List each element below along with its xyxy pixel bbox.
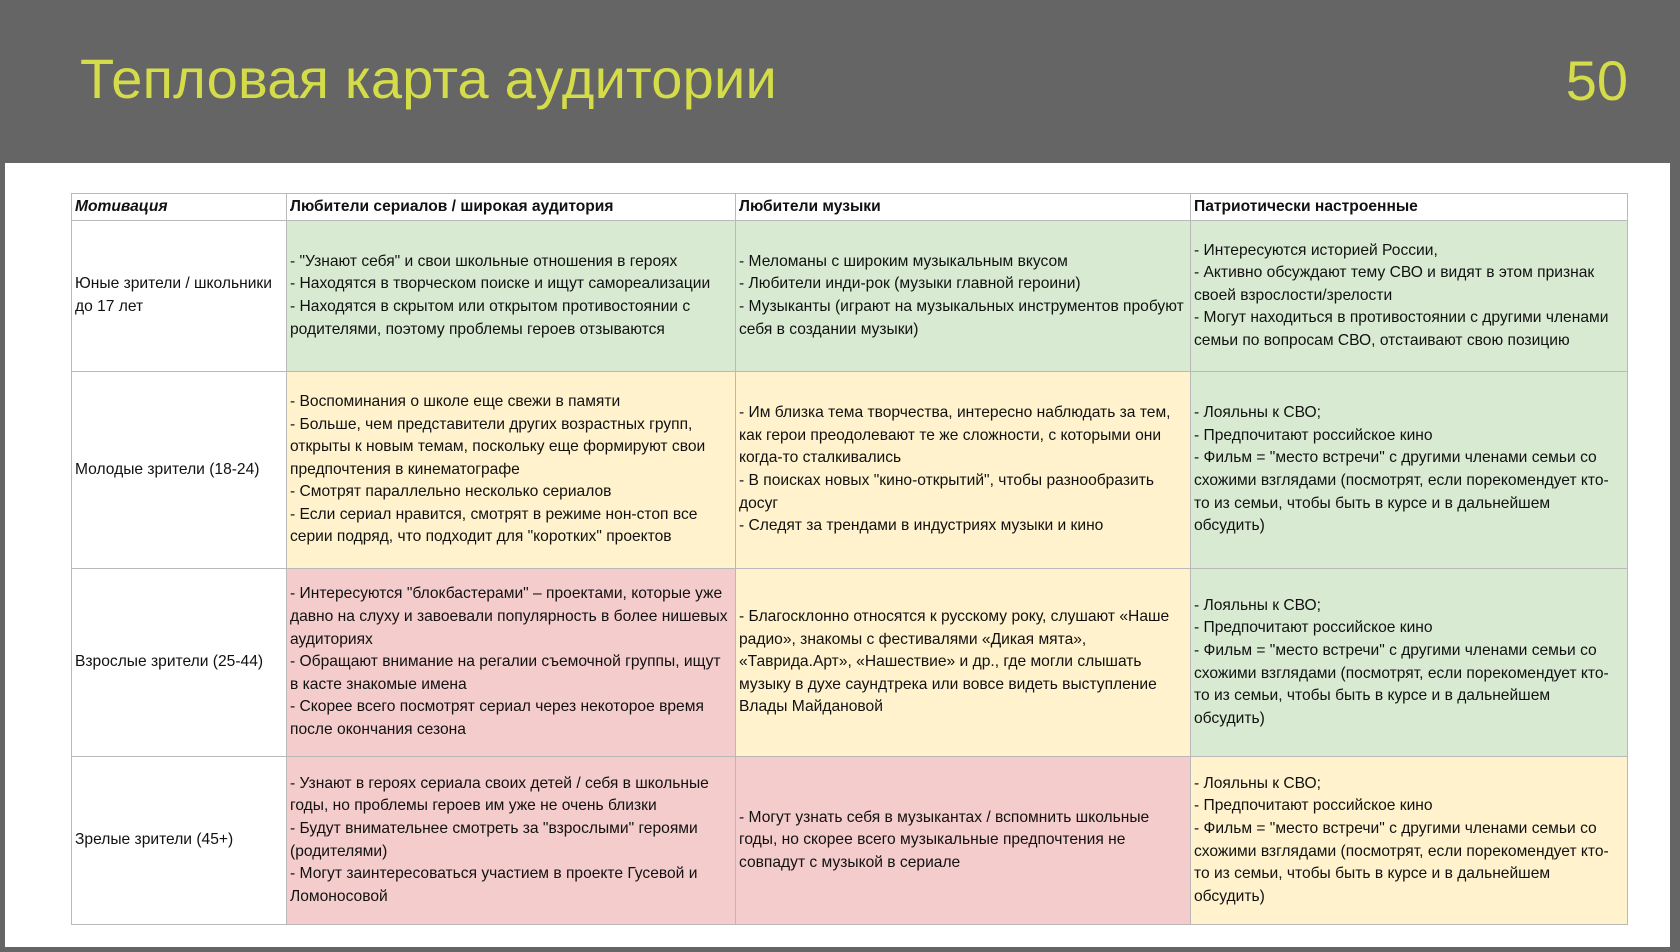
cell-line: - Лояльны к СВО;: [1194, 774, 1322, 792]
cell-line: - Благосклонно относятся к русскому року, слушают «Наше радио», знакомы с фестивалями «Дикая мята», «Таврида.Арт», «Нашествие» и др., где могли слышать музыку в духе саундтрека или вовсе видеть выступление Влады Майдановой: [739, 608, 1170, 716]
heatmap-cell-patriotic: [1191, 372, 1628, 569]
table-header-row: [72, 194, 1628, 221]
slide-header: [0, 0, 1680, 163]
header-patriotic: Патриотически настроенные: [1191, 194, 1628, 221]
heatmap-cell-music-fans: [736, 221, 1191, 372]
heatmap-cell-music-fans: [736, 372, 1191, 569]
row-label-audience: Зрелые зрители (45+): [72, 757, 287, 925]
heatmap-cell-patriotic: [1191, 221, 1628, 372]
cell-line: - Могут заинтересоваться участием в проекте Гусевой и Ломоносовой: [290, 865, 698, 905]
cell-line: - Находятся в творческом поиске и ищут самореализации: [290, 275, 711, 293]
heatmap-cell-music-fans: [736, 757, 1191, 925]
cell-line: - Им близка тема творчества, интересно наблюдать за тем, как герои преодолевают те же сложности, с которыми они когда-то сталкивались: [739, 404, 1171, 467]
cell-line: - Если сериал нравится, смотрят в режиме нон-стоп все серии подряд, что подходит для "коротких" проектов: [290, 505, 698, 546]
heatmap-cell-series-fans: [287, 569, 736, 757]
heatmap-cell-series-fans: [287, 221, 736, 372]
table-row: [72, 221, 1628, 372]
heatmap-cell-series-fans: [287, 372, 736, 569]
row-label-audience: Юные зрители / школьники до 17 лет: [72, 221, 287, 372]
cell-line: - В поисках новых "кино-открытий", чтобы разнообразить досуг: [739, 472, 1154, 512]
cell-line: - Воспоминания о школе еще свежи в памяти: [290, 392, 621, 410]
cell-line: - Предпочитают российское кино: [1194, 426, 1433, 444]
cell-line: - Будут внимательнее смотреть за "взрослыми" героями (родителями): [290, 819, 698, 860]
cell-line: - Фильм = "место встречи" с другими членами семьи со схожими взглядами (посмотрят, если порекомендует кто-то из семьи, чтобы быть в курсе и в дальнейшем обсудить): [1194, 819, 1609, 905]
table-row: [72, 569, 1628, 757]
cell-line: - "Узнают себя" и свои школьные отношения в героях: [290, 252, 678, 270]
table-row: [72, 757, 1628, 925]
cell-line: - Могут находиться в противостоянии с другими членами семьи по вопросам СВО, отстаивают свою позицию: [1194, 309, 1609, 349]
cell-line: - Обращают внимание на регалии съемочной группы, ищут в касте знакомые имена: [290, 653, 721, 693]
row-label-audience: Взрослые зрители (25-44): [72, 569, 287, 757]
cell-line: - Интересуются историей России,: [1194, 241, 1438, 259]
table-row: [72, 372, 1628, 569]
header-motivation: Мотивация: [72, 194, 287, 221]
cell-line: - Лояльны к СВО;: [1194, 596, 1322, 614]
cell-line: - Предпочитают российское кино: [1194, 797, 1433, 815]
cell-line: - Скорее всего посмотрят сериал через некоторое время после окончания сезона: [290, 698, 704, 738]
cell-line: - Интересуются "блокбастерами" – проектами, которые уже давно на слуху и завоевали популярность в более нишевых аудиториях: [290, 585, 728, 648]
audience-heatmap-table: [71, 193, 1628, 925]
cell-line: - Меломаны с широким музыкальным вкусом: [739, 252, 1068, 270]
heatmap-cell-patriotic: [1191, 757, 1628, 925]
page-number: 50: [1565, 49, 1628, 112]
cell-line: - Могут узнать себя в музыкантах / вспомнить школьные годы, но скорее всего музыкальные предпочтения не совпадут с музыкой в сериале: [739, 808, 1150, 871]
cell-line: - Активно обсуждают тему СВО и видят в этом признак своей взрослости/зрелости: [1194, 264, 1595, 304]
heatmap-cell-music-fans: [736, 569, 1191, 757]
heatmap-cell-series-fans: [287, 757, 736, 925]
cell-line: - Музыканты (играют на музыкальных инструментов пробуют себя в создании музыки): [739, 298, 1184, 338]
slide-title: Тепловая карта аудитории: [80, 47, 777, 110]
slide-content: [5, 163, 1670, 947]
cell-line: - Фильм = "место встречи" с другими членами семьи со схожими взглядами (посмотрят, если порекомендует кто-то из семьи, чтобы быть в курсе и в дальнейшем обсудить): [1194, 449, 1609, 535]
cell-line: - Фильм = "место встречи" с другими членами семьи со схожими взглядами (посмотрят, если порекомендует кто-то из семьи, чтобы быть в курсе и в дальнейшем обсудить): [1194, 641, 1609, 727]
cell-line: - Больше, чем представители других возрастных групп, открыты к новым темам, поскольку еще формируют свои предпочтения в кинематографе: [290, 415, 706, 478]
cell-line: - Смотрят параллельно несколько сериалов: [290, 483, 612, 501]
header-series-fans: Любители сериалов / широкая аудитория: [287, 194, 736, 221]
cell-line: - Любители инди-рок (музыки главной героини): [739, 275, 1081, 293]
heatmap-cell-patriotic: [1191, 569, 1628, 757]
header-music-fans: Любители музыки: [736, 194, 1191, 221]
cell-line: - Предпочитают российское кино: [1194, 619, 1433, 637]
cell-line: - Лояльны к СВО;: [1194, 404, 1322, 422]
cell-line: - Следят за трендами в индустриях музыки и кино: [739, 517, 1104, 535]
cell-line: - Узнают в героях сериала своих детей / себя в школьные годы, но проблемы героев им уже не очень близки: [290, 774, 709, 815]
row-label-audience: Молодые зрители (18-24): [72, 372, 287, 569]
cell-line: - Находятся в скрытом или открытом противостоянии с родителями, поэтому проблемы героев отзываются: [290, 298, 691, 338]
